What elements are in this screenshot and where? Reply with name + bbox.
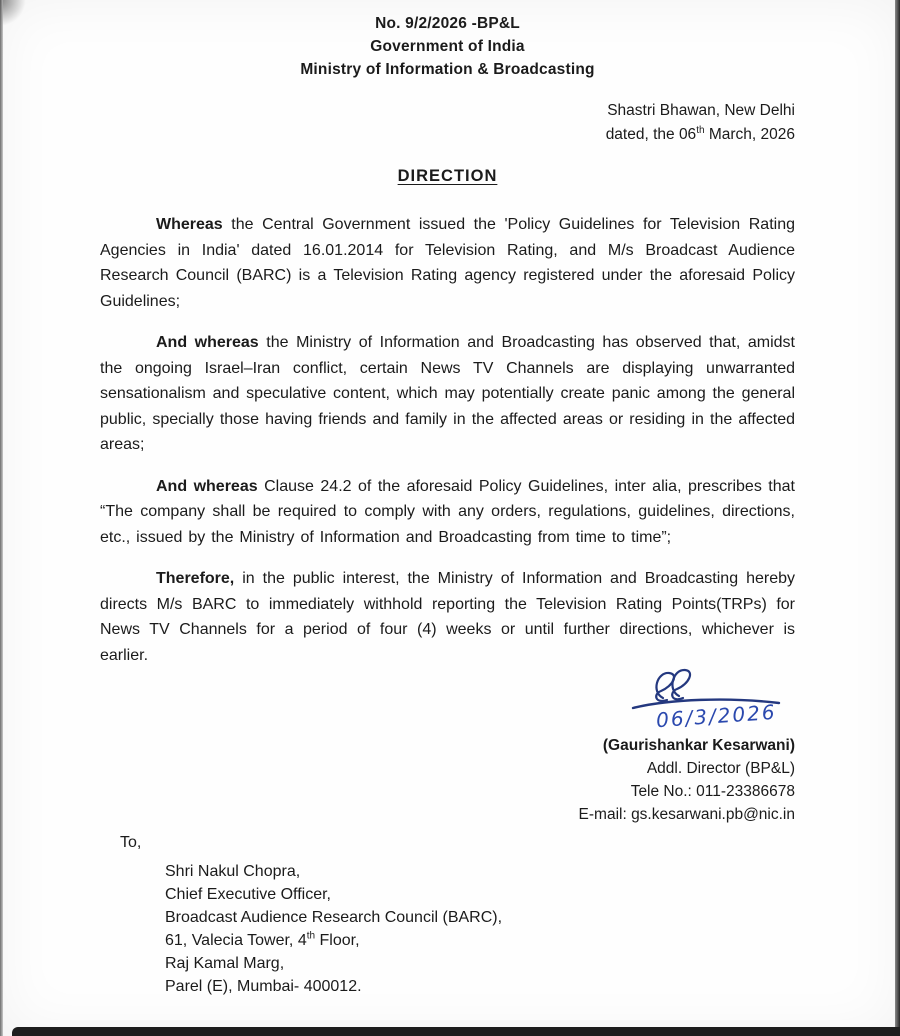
signatory-designation: Addl. Director (BP&L) — [646, 760, 795, 777]
signatory-email: E-mail: gs.kesarwani.pb@nic.in — [578, 806, 795, 823]
para-whereas-3 — [100, 474, 795, 551]
para-1-lead: Whereas — [156, 216, 223, 233]
org-government: Government of India — [370, 38, 525, 55]
scan-corner-shadow — [0, 0, 26, 26]
place-date-block — [100, 99, 795, 147]
signatory-block — [100, 734, 795, 826]
signatory-name: (Gaurishankar Kesarwani) — [602, 737, 795, 754]
para-4-lead: Therefore, — [156, 570, 235, 587]
para-3-body: Clause 24.2 of the aforesaid Policy Guidelines, inter alia, prescribes that “The company shall be required to comply with any orders, regulations, guidelines, directions, etc., issued by the Ministry of Information and Broadcasting from time to time”; — [100, 477, 795, 546]
addressee-address-1: 61, Valecia Tower, 4th Floor, — [165, 930, 360, 949]
addressee-address-3: Parel (E), Mumbai- 400012. — [165, 978, 362, 995]
date-ordinal: th — [696, 124, 705, 136]
signatory-phone: Tele No.: 011-23386678 — [630, 783, 795, 800]
handwritten-date: 06/3/2026 — [655, 699, 778, 733]
para-therefore — [100, 566, 795, 668]
addressee-address-2: Raj Kamal Marg, — [165, 955, 285, 972]
para-whereas-2 — [100, 330, 795, 458]
addressee-organisation: Broadcast Audience Research Council (BARC), — [165, 909, 503, 926]
date-line — [100, 123, 795, 147]
floor-ordinal: th — [306, 930, 316, 942]
document-title: DIRECTION — [397, 167, 498, 185]
to-label: To, — [120, 834, 142, 851]
addressee-block — [165, 860, 795, 998]
para-2-body: the Ministry of Information and Broadcasting has observed that, amidst the ongoing Israel–Iran conflict, certain News TV Channels are displaying unwarranted sensationalism and speculative content, which may potentially create panic among the general public, specially those having friends and family in the affected areas or residing in the affected areas; — [100, 334, 795, 453]
para-1-body: the Central Government issued the 'Policy Guidelines for Television Rating Agencies in India' dated 16.01.2014 for Television Rating, and M/s Broadcast Audience Research Council (BARC) is a Television Rating agency registered under the aforesaid Policy Guidelines; — [100, 216, 795, 310]
para-whereas-1 — [100, 212, 795, 314]
para-3-lead: And whereas — [156, 477, 258, 495]
scan-edge-bottom — [12, 1027, 900, 1036]
para-4-body: in the public interest, the Ministry of Information and Broadcasting hereby directs M/s BARC to immediately withhold reporting the Television Rating Points(TRPs) for News TV Channels for a period of four (4) weeks or until further directions, whichever is earlier. — [100, 570, 795, 664]
reference-number: No. 9/2/2026 -BP&L — [375, 15, 520, 32]
date-pre: dated, the 06 — [605, 126, 697, 143]
org-ministry: Ministry of Information & Broadcasting — [300, 61, 595, 78]
scan-edge-left — [0, 0, 3, 1036]
letterhead — [100, 12, 795, 81]
addressee-designation: Chief Executive Officer, — [165, 886, 331, 903]
date-post: March, 2026 — [704, 126, 795, 143]
signature-block — [100, 670, 795, 734]
scan-edge-right — [895, 0, 900, 1036]
para-2-lead: And whereas — [156, 334, 259, 351]
addressee-name: Shri Nakul Chopra, — [165, 863, 301, 880]
place-line: Shastri Bhawan, New Delhi — [607, 102, 795, 119]
